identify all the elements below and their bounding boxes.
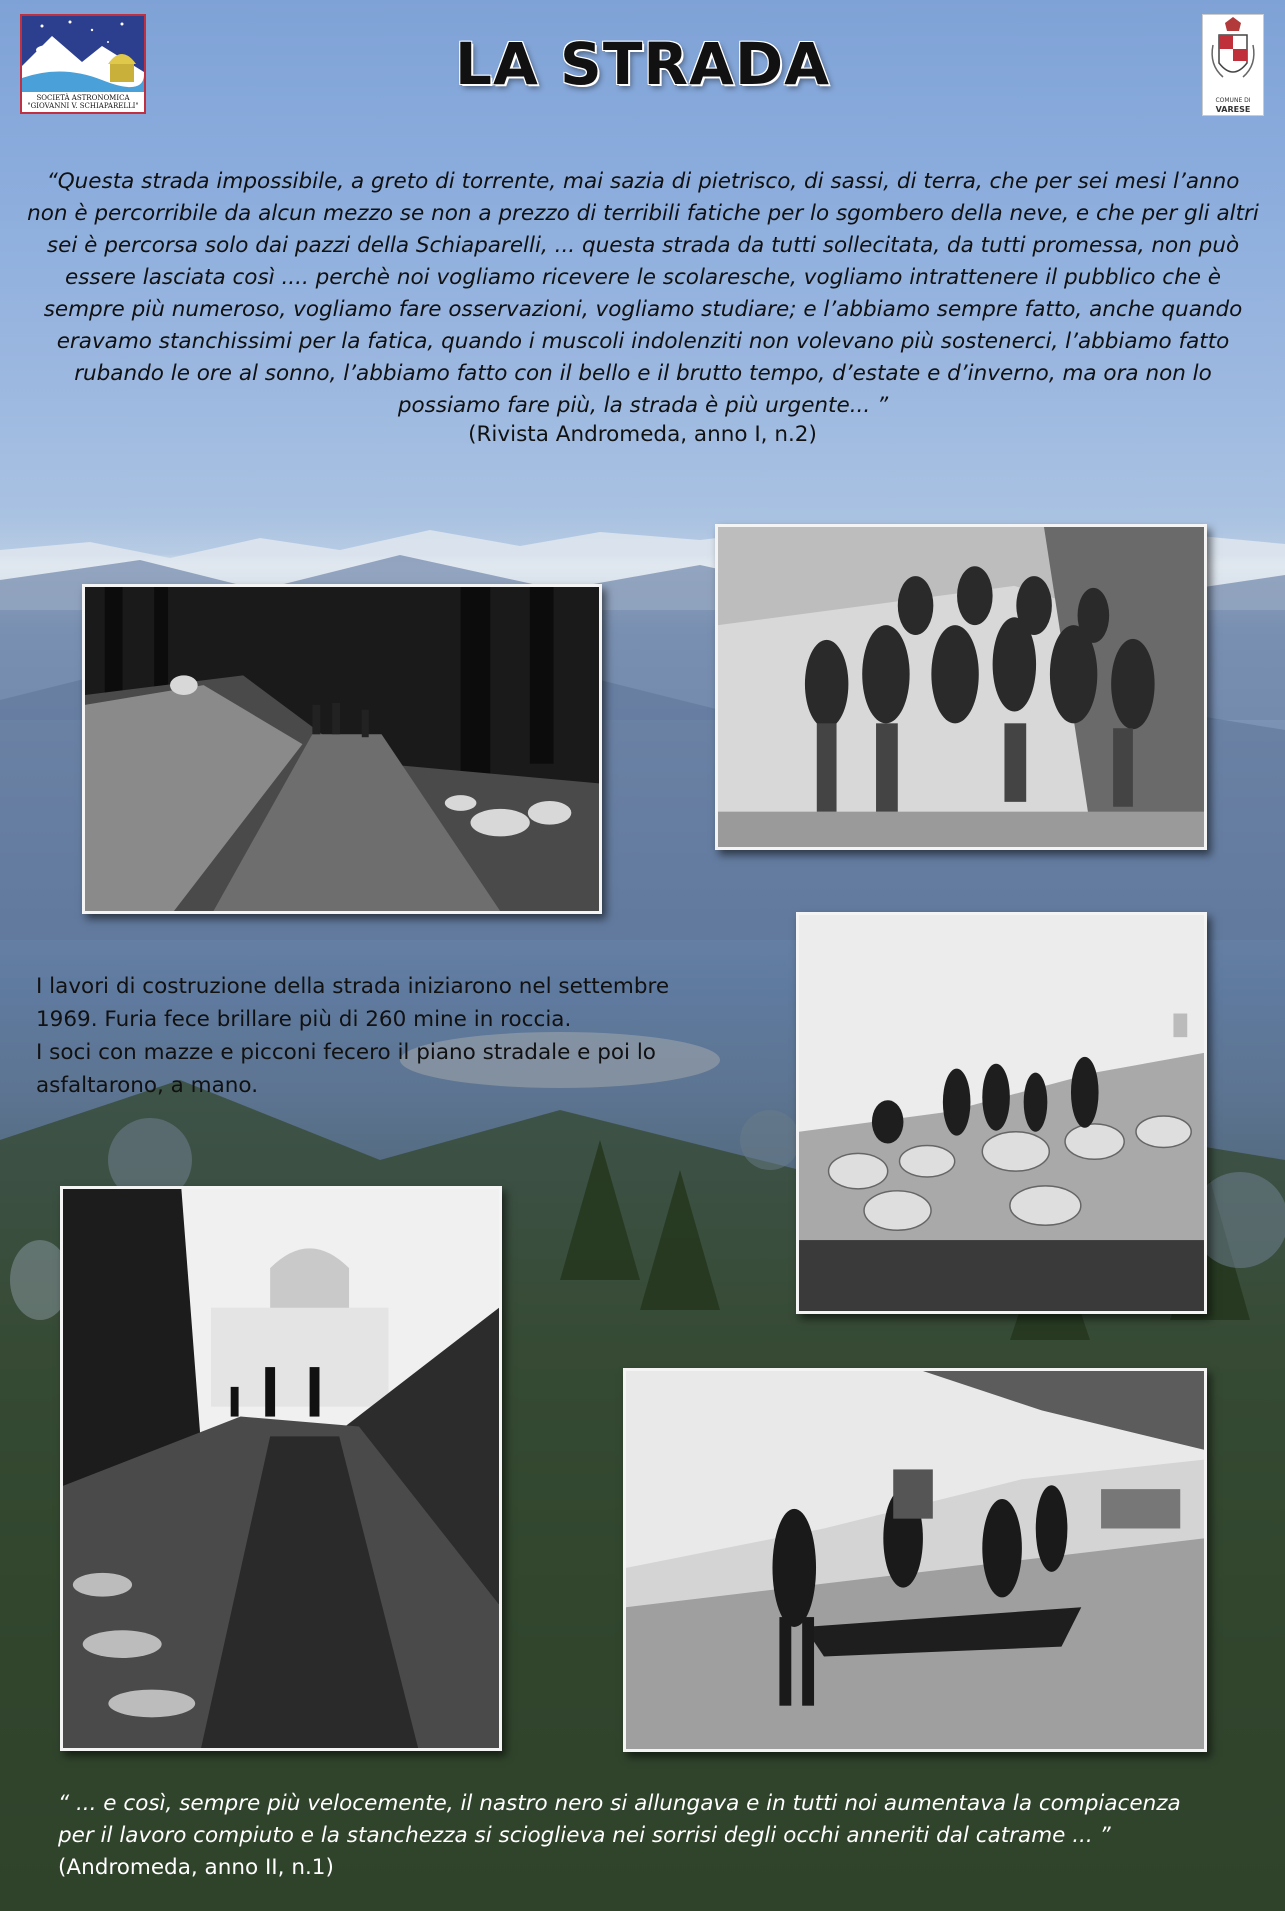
logo-line-2: "GIOVANNI V. SCHIAPARELLI" [27,102,139,110]
quote-bottom-source: (Andromeda, anno II, n.1) [58,1855,334,1880]
photo-rocks-workers [796,912,1207,1314]
photo-observatory-road [60,1186,502,1751]
quote-bottom-line-1: “ ... e così, sempre più velocemente, il nastro nero si allungava e in tutti noi aumentava la compiacenza [58,1791,1181,1816]
caption-text [36,970,756,1102]
varese-label: VARESE [1215,105,1251,114]
caption-line-1: I lavori di costruzione della strada iniziarono nel settembre [36,974,670,999]
logo-line-1: SOCIETÀ ASTRONOMICA [36,94,130,102]
caption-line-4: asfaltarono, a mano. [36,1073,259,1098]
photo-forest-road [82,584,602,914]
comune-label: COMUNE DI [1215,97,1251,104]
quote-bottom [58,1788,1258,1884]
caption-line-3: I soci con mazze e picconi fecero il piano stradale e poi lo [36,1040,656,1065]
caption-line-2: 1969. Furia fece brillare più di 260 mine in roccia. [36,1007,572,1032]
quote-top: “Questa strada impossibile, a greto di torrente, mai sazia di pietrisco, di sassi, di terra, che per sei mesi l’anno non è percorribile da alcun mezzo se non a prezzo di terribili fatiche per lo sgombero della neve, e che per gli altri sei è percorsa solo dai pazzi della Schiaparelli, ... questa strada da tutti sollecitata, da tutti promessa, non può essere lasciata così .... perchè noi vogliamo ricevere le scolaresche, vogliamo intrattenere il pubblico che è sempre più numeroso, vogliamo fare osservazioni, vogliamo studiare; e l’abbiamo sempre fatto, anche quando eravamo stanchissimi per la fatica, quando i muscoli indolenziti non volevano più sostenerci, l’abbiamo fatto rubando le ore al sonno, l’abbiamo fatto con il bello e il brutto tempo, d’estate e d’inverno, ma ora non lo possiamo fare più, la strada è più urgente... ” [27,169,1259,418]
photo-asphalting [623,1368,1207,1752]
quote-top-source: (Rivista Andromeda, anno I, n.2) [468,422,817,447]
photo-group-workers [715,524,1207,850]
page-title: LA STRADA [455,30,830,98]
quote-bottom-line-2: per il lavoro compiuto e la stanchezza si scioglieva nei sorrisi degli occhi anneriti dal catrame ... ” [58,1823,1111,1848]
